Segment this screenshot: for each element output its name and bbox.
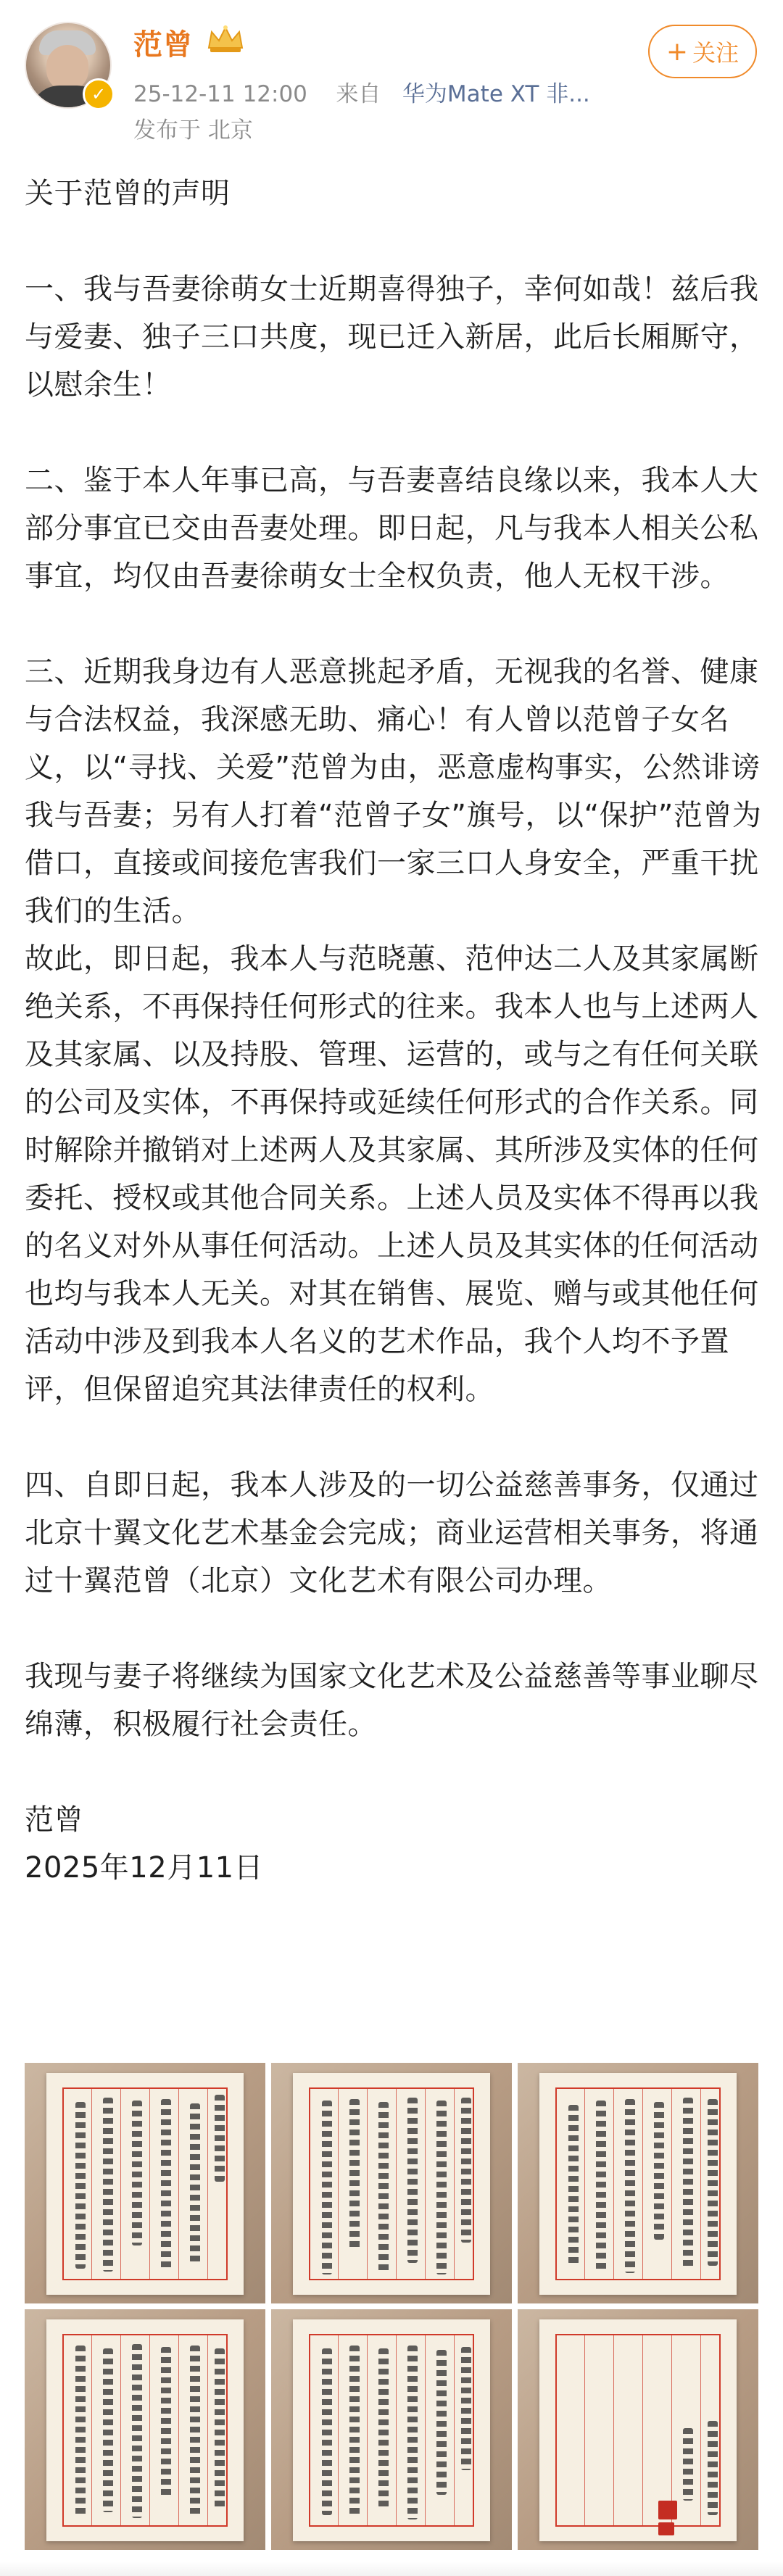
plus-icon: +	[666, 36, 689, 67]
handwritten-page-5[interactable]	[271, 2309, 512, 2550]
follow-button-label: 关注	[692, 39, 740, 67]
handwritten-page-1[interactable]	[25, 2063, 265, 2303]
post-timestamp: 25-12-11 12:00	[133, 81, 307, 107]
handwritten-page-2[interactable]	[271, 2063, 512, 2303]
statement-paragraph-2: 二、鉴于本人年事已高，与吾妻喜结良缘以来，我本人大部分事宜已交由吾妻处理。即日起，凡与我本人相关公私事宜，均仅由吾妻徐萌女士全权负责，他人无权干涉。	[25, 464, 759, 593]
source-device-link[interactable]: 华为Mate XT 非...	[402, 81, 590, 107]
handwritten-page-4[interactable]	[25, 2309, 265, 2550]
handwritten-signature-page[interactable]	[518, 2309, 758, 2550]
avatar-face	[46, 45, 88, 91]
signature-date: 2025年12月11日	[25, 1851, 264, 1885]
statement-paragraph-6: 我现与妻子将继续为国家文化艺术及公益慈善等事业聊尽绵薄，积极履行社会责任。	[25, 1660, 759, 1741]
handwritten-page-3[interactable]	[518, 2063, 758, 2303]
bottom-fade	[0, 2562, 783, 2576]
statement-title: 关于范曾的声明	[25, 177, 231, 210]
post-body	[25, 170, 764, 1892]
post-location: 发布于 北京	[133, 117, 253, 144]
statement-paragraph-4: 故此，即日起，我本人与范晓蕙、范仲达二人及其家属断绝关系，不再保持任何形式的往来。我本人也与上述两人及其家属、以及持股、管理、运营的，或与之有任何关联的公司及实体，不再保持或延续任何形式的合作关系。同时解除并撤销对上述两人及其家属、其所涉及实体的任何委托、授权或其他合同关系。上述人员及实体不得再以我的名义对外从事任何活动。上述人员及其实体的任何活动也均与我本人无关。对其在销售、展览、赠与或其他任何活动中涉及到我本人名义的艺术作品，我个人均不予置评，但保留追究其法律责任的权利。	[25, 942, 759, 1406]
post-header	[0, 0, 783, 167]
follow-button[interactable]	[648, 25, 757, 78]
photo-grid	[25, 2063, 758, 2550]
statement-paragraph-1: 一、我与吾妻徐萌女士近期喜得独子，幸何如哉！兹后我与爱妻、独子三口共度，现已迁入新居，此后长厢厮守，以慰余生！	[25, 273, 759, 402]
post-meta	[133, 75, 590, 108]
signature-name: 范曾	[25, 1803, 83, 1837]
source-prefix: 来自	[336, 81, 381, 107]
crown-icon	[206, 25, 245, 54]
statement-paragraph-5: 四、自即日起，我本人涉及的一切公益慈善事务，仅通过北京十翼文化艺术基金会完成；商业运营相关事务，将通过十翼范曾（北京）文化艺术有限公司办理。	[25, 1468, 759, 1597]
statement-paragraph-3: 三、近期我身边有人恶意挑起矛盾，无视我的名誉、健康与合法权益，我深感无助、痛心！有人曾以范曾子女名义，以“寻找、关爱”范曾为由，恶意虚构事实，公然诽谤我与吾妻；另有人打着“范曾子女”旗号，以“保护”范曾为借口，直接或间接危害我们一家三口人身安全，严重干扰我们的生活。	[25, 655, 762, 928]
author-name[interactable]: 范曾	[133, 28, 193, 62]
verified-badge-icon: ✓	[83, 78, 115, 110]
